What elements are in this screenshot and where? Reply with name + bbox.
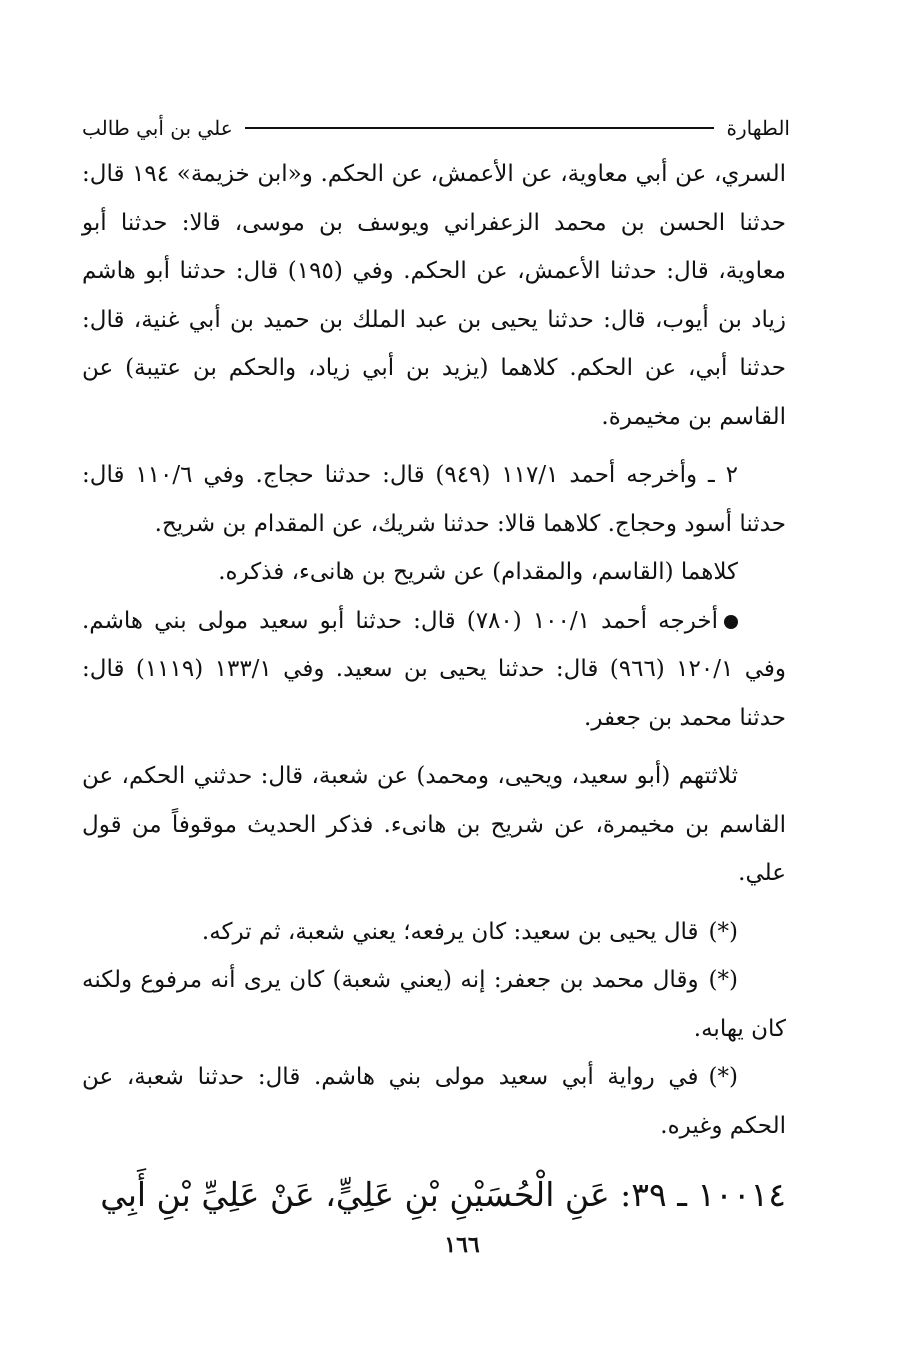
paragraph-summary-1: كلاهما (القاسم، والمقدام) عن شريح بن هانىء، فذكره. (218, 559, 738, 585)
note-mark: (*) (708, 967, 738, 993)
note-text: قال يحيى بن سعيد: كان يرفعه؛ يعني شعبة، ثم تركه. (201, 918, 699, 945)
note-text: في رواية أبي سعيد مولى بني هاشم. قال: حدثنا شعبة، عن الحكم وغيره. (82, 1064, 786, 1139)
paragraph-bullet (82, 597, 786, 743)
hadith-heading: ١٠٠١٤ ـ ٣٩: عَنِ الْحُسَيْنِ بْنِ عَلِيٍّ، عَنْ عَلِيِّ بْنِ أَبِي (100, 1175, 786, 1214)
book-title: علي بن أبي طالب (82, 116, 233, 140)
running-header (82, 110, 790, 146)
note-mark: (*) (708, 918, 738, 945)
note-mark: (*) (708, 1064, 738, 1090)
bullet-icon (724, 615, 738, 629)
header-rule (245, 127, 715, 129)
page-number: ١٦٦ (444, 1232, 480, 1258)
paragraph-isnad-1: السري، عن أبي معاوية، عن الأعمش، عن الحكم. و«ابن خزيمة» ١٩٤ قال: حدثنا الحسن بن محمد الزعفراني ويوسف بن موسى، قالا: حدثنا أبو معاوية، قال: حدثنا الأعمش، عن الحكم. وفي (١٩٥) قال: حدثنا أبو هاشم زياد بن أيوب، قال: حدثنا يحيى بن عبد الملك بن حميد بن أبي غنية، قال: حدثنا أبي، عن الحكم. كلاهما (يزيد بن أبي زياد، والحكم بن عتيبة) عن القاسم بن مخيمرة. (82, 161, 786, 430)
paragraph-isnad-2: ٢ ـ وأخرجه أحمد ١١٧/١ (٩٤٩) قال: حدثنا حجاج. وفي ١١٠/٦ قال: حدثنا أسود وحجاج. كلاهما قالا: حدثنا شريك، عن المقدام بن شريح. (82, 462, 786, 537)
paragraph-summary-2: ثلاثتهم (أبو سعيد، ويحيى، ومحمد) عن شعبة، قال: حدثني الحكم، عن القاسم بن مخيمرة، عن شريح بن هانىء. فذكر الحديث موقوفاً من قول علي. (82, 763, 786, 886)
paragraph-bullet-text: أخرجه أحمد ١٠٠/١ (٧٨٠) قال: حدثنا أبو سعيد مولى بني هاشم. وفي ١٢٠/١ (٩٦٦) قال: حدثنا يحيى بن سعيد. وفي ١٣٣/١ (١١١٩) قال: حدثنا محمد بن جعفر. (82, 607, 786, 731)
section-title: الطهارة (726, 116, 790, 140)
note-1 (82, 908, 786, 957)
note-2 (82, 956, 786, 1053)
note-text: وقال محمد بن جعفر: إنه (يعني شعبة) كان يرى أنه مرفوع ولكنه كان يهابه. (82, 967, 786, 1042)
page-body (82, 150, 786, 1150)
note-3 (82, 1053, 786, 1150)
